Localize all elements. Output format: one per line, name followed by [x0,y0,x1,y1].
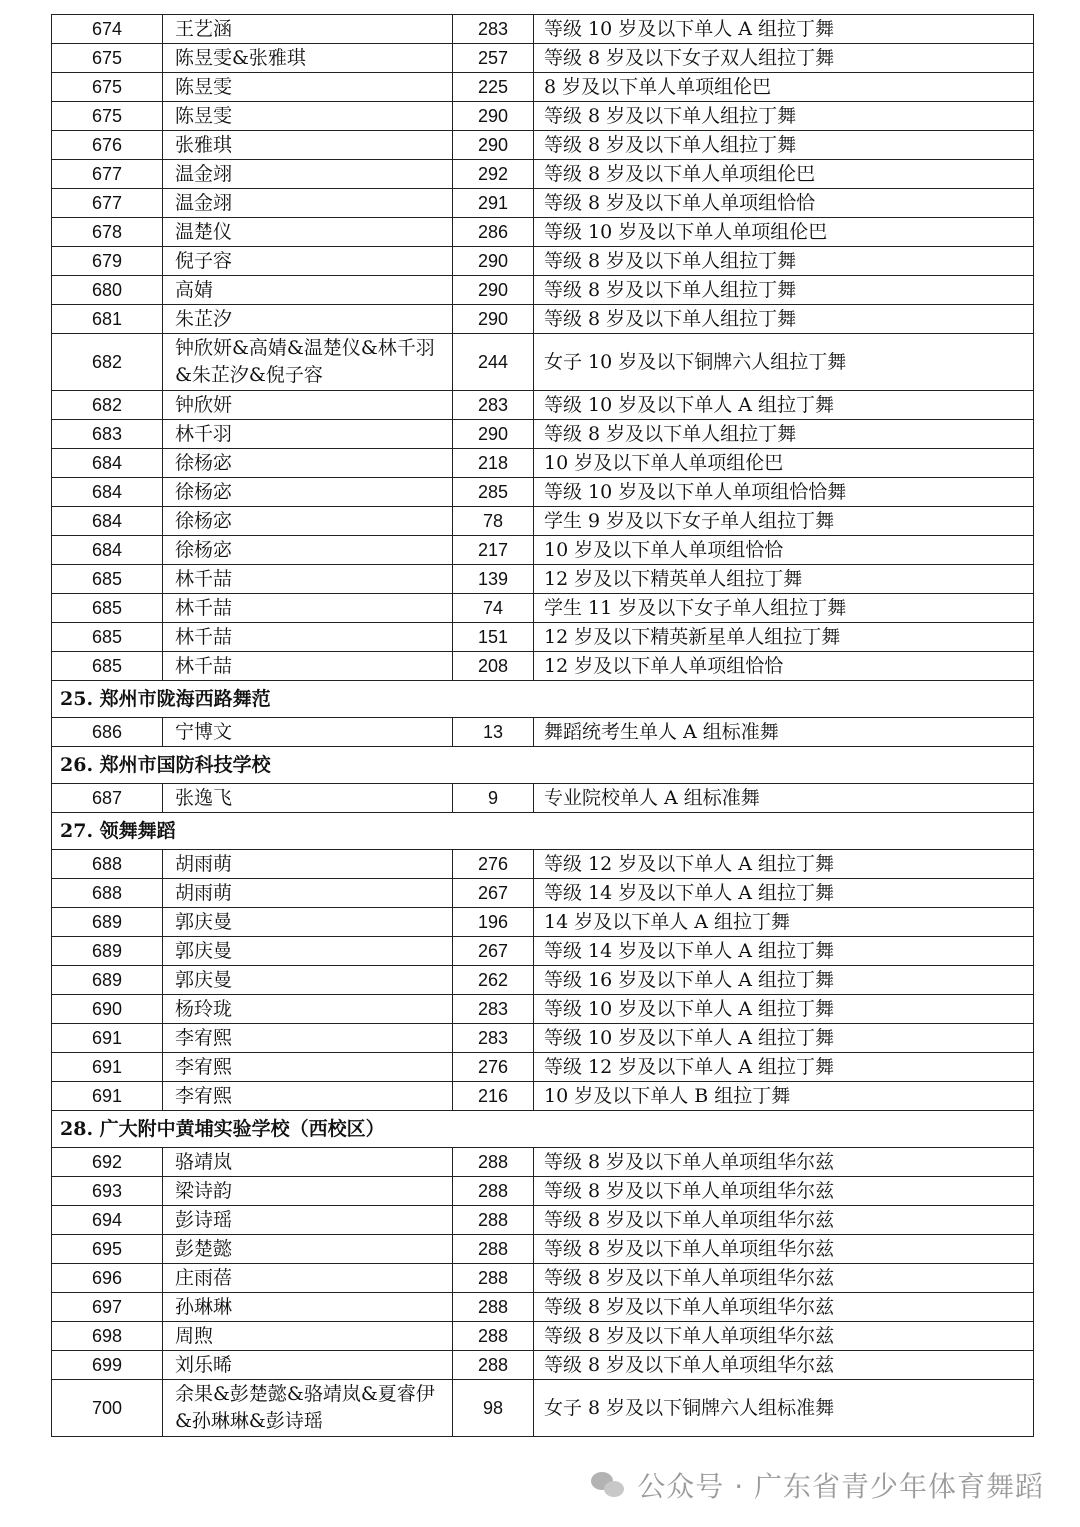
event-name: 等级 8 岁及以下女子双人组拉丁舞 [534,44,1034,73]
entry-number: 677 [52,160,163,189]
entry-number: 688 [52,850,163,879]
participant-name: 钟欣妍 [163,391,453,420]
event-name: 等级 8 岁及以下单人单项组华尔兹 [534,1235,1034,1264]
entry-number: 674 [52,15,163,44]
event-name: 等级 16 岁及以下单人 A 组拉丁舞 [534,966,1034,995]
participant-name: 陈昱雯 [163,73,453,102]
event-code: 288 [453,1293,534,1322]
event-code: 283 [453,391,534,420]
event-code: 288 [453,1148,534,1177]
table-row [52,420,1034,449]
table-row [52,131,1034,160]
table-row [52,623,1034,652]
participant-name: 温楚仪 [163,218,453,247]
event-name: 女子 8 岁及以下铜牌六人组标准舞 [534,1380,1034,1437]
participant-name: 张逸飞 [163,784,453,813]
entry-number: 695 [52,1235,163,1264]
table-row [52,1322,1034,1351]
participant-name: 倪子容 [163,247,453,276]
event-code: 291 [453,189,534,218]
participant-name: 温金翊 [163,189,453,218]
event-name: 等级 8 岁及以下单人组拉丁舞 [534,102,1034,131]
participant-name: 李宥熙 [163,1082,453,1111]
entry-number: 689 [52,908,163,937]
table-row [52,1053,1034,1082]
event-code: 290 [453,305,534,334]
event-name: 等级 8 岁及以下单人单项组华尔兹 [534,1177,1034,1206]
event-code: 276 [453,1053,534,1082]
entry-number: 675 [52,73,163,102]
participant-name: 郭庆曼 [163,966,453,995]
participant-name: 陈昱雯&张雅琪 [163,44,453,73]
event-code: 98 [453,1380,534,1437]
event-code: 283 [453,995,534,1024]
table-row [52,594,1034,623]
event-name: 等级 8 岁及以下单人组拉丁舞 [534,276,1034,305]
event-name: 等级 8 岁及以下单人单项组华尔兹 [534,1148,1034,1177]
event-name: 等级 10 岁及以下单人 A 组拉丁舞 [534,995,1034,1024]
entry-number: 692 [52,1148,163,1177]
participant-name: 温金翊 [163,160,453,189]
results-table [51,14,1034,1437]
event-name: 12 岁及以下精英新星单人组拉丁舞 [534,623,1034,652]
table-row [52,1351,1034,1380]
entry-number: 691 [52,1053,163,1082]
event-name: 等级 12 岁及以下单人 A 组拉丁舞 [534,1053,1034,1082]
event-code: 244 [453,334,534,391]
entry-number: 689 [52,966,163,995]
participant-name: 陈昱雯 [163,102,453,131]
event-name: 专业院校单人 A 组标准舞 [534,784,1034,813]
participant-name: 徐杨宓 [163,507,453,536]
table-row [52,784,1034,813]
entry-number: 700 [52,1380,163,1437]
event-code: 225 [453,73,534,102]
section-header [52,1111,1034,1148]
event-code: 283 [453,1024,534,1053]
participant-name: 孙琳琳 [163,1293,453,1322]
participant-names [163,334,453,391]
entry-number: 696 [52,1264,163,1293]
participant-name: 王艺涵 [163,15,453,44]
table-row [52,391,1034,420]
event-name: 等级 10 岁及以下单人 A 组拉丁舞 [534,15,1034,44]
entry-number: 677 [52,189,163,218]
entry-number: 691 [52,1082,163,1111]
event-code: 257 [453,44,534,73]
table-row [52,189,1034,218]
event-name: 等级 8 岁及以下单人组拉丁舞 [534,247,1034,276]
event-code: 139 [453,565,534,594]
entry-number: 684 [52,507,163,536]
participant-name: 刘乐晞 [163,1351,453,1380]
entry-number: 683 [52,420,163,449]
participant-name: 林千喆 [163,652,453,681]
event-name: 学生 11 岁及以下女子单人组拉丁舞 [534,594,1034,623]
event-name: 等级 8 岁及以下单人组拉丁舞 [534,420,1034,449]
event-name: 等级 10 岁及以下单人单项组伦巴 [534,218,1034,247]
table-row [52,73,1034,102]
event-name: 10 岁及以下单人 B 组拉丁舞 [534,1082,1034,1111]
entry-number: 685 [52,594,163,623]
participant-names-line-2: &朱芷汐&倪子容 [175,364,323,386]
entry-number: 676 [52,131,163,160]
event-code: 74 [453,594,534,623]
event-name: 等级 8 岁及以下单人单项组华尔兹 [534,1264,1034,1293]
participant-name: 林千喆 [163,565,453,594]
participant-name: 胡雨萌 [163,850,453,879]
event-name: 等级 12 岁及以下单人 A 组拉丁舞 [534,850,1034,879]
participant-name: 彭诗瑶 [163,1206,453,1235]
entry-number: 697 [52,1293,163,1322]
section-header [52,747,1034,784]
table-row [52,565,1034,594]
table-row [52,718,1034,747]
entry-number: 693 [52,1177,163,1206]
participant-name: 徐杨宓 [163,536,453,565]
table-row [52,995,1034,1024]
event-name: 等级 8 岁及以下单人组拉丁舞 [534,305,1034,334]
section-header [52,681,1034,718]
event-name: 等级 10 岁及以下单人单项组恰恰舞 [534,478,1034,507]
event-code: 288 [453,1351,534,1380]
entry-number: 681 [52,305,163,334]
event-name: 等级 8 岁及以下单人单项组华尔兹 [534,1206,1034,1235]
table-row [52,879,1034,908]
table-row [52,1082,1034,1111]
table-row [52,218,1034,247]
entry-number: 675 [52,44,163,73]
event-name: 等级 8 岁及以下单人组拉丁舞 [534,131,1034,160]
entry-number: 699 [52,1351,163,1380]
event-code: 78 [453,507,534,536]
entry-number: 684 [52,536,163,565]
entry-number: 682 [52,391,163,420]
participant-name: 郭庆曼 [163,937,453,966]
event-code: 276 [453,850,534,879]
participant-name: 李宥熙 [163,1024,453,1053]
event-code: 262 [453,966,534,995]
event-name: 等级 8 岁及以下单人单项组恰恰 [534,189,1034,218]
participant-name: 张雅琪 [163,131,453,160]
entry-number: 686 [52,718,163,747]
entry-number: 698 [52,1322,163,1351]
event-name: 等级 8 岁及以下单人单项组华尔兹 [534,1351,1034,1380]
event-name: 女子 10 岁及以下铜牌六人组拉丁舞 [534,334,1034,391]
table-row [52,334,1034,391]
table-row [52,1206,1034,1235]
entry-number: 688 [52,879,163,908]
event-code: 290 [453,102,534,131]
participant-name: 梁诗韵 [163,1177,453,1206]
table-row [52,1380,1034,1437]
table-row [52,15,1034,44]
table-row [52,247,1034,276]
table-row [52,966,1034,995]
table-row [52,850,1034,879]
table-row [52,1177,1034,1206]
event-code: 267 [453,879,534,908]
participant-name: 徐杨宓 [163,449,453,478]
participant-names [163,1380,453,1437]
entry-number: 678 [52,218,163,247]
event-name: 14 岁及以下单人 A 组拉丁舞 [534,908,1034,937]
participant-name: 林千羽 [163,420,453,449]
event-name: 12 岁及以下单人单项组恰恰 [534,652,1034,681]
entry-number: 689 [52,937,163,966]
table-row [52,1148,1034,1177]
wechat-icon [591,1470,627,1500]
event-code: 217 [453,536,534,565]
participant-name: 郭庆曼 [163,908,453,937]
participant-name: 周煦 [163,1322,453,1351]
section-title: 26. 郑州市国防科技学校 [52,747,1034,784]
event-name: 等级 8 岁及以下单人单项组伦巴 [534,160,1034,189]
event-name: 等级 10 岁及以下单人 A 组拉丁舞 [534,1024,1034,1053]
event-code: 290 [453,420,534,449]
event-code: 13 [453,718,534,747]
event-code: 9 [453,784,534,813]
participant-name: 朱芷汐 [163,305,453,334]
event-code: 285 [453,478,534,507]
participant-name: 骆靖岚 [163,1148,453,1177]
event-name: 等级 8 岁及以下单人单项组华尔兹 [534,1322,1034,1351]
table-row [52,1293,1034,1322]
participant-name: 彭楚懿 [163,1235,453,1264]
event-code: 196 [453,908,534,937]
event-code: 290 [453,131,534,160]
table-row [52,1235,1034,1264]
section-title: 27. 领舞舞蹈 [52,813,1034,850]
participant-name: 杨玲珑 [163,995,453,1024]
event-code: 286 [453,218,534,247]
entry-number: 679 [52,247,163,276]
table-row [52,305,1034,334]
table-row [52,102,1034,131]
event-code: 151 [453,623,534,652]
event-code: 283 [453,15,534,44]
event-name: 等级 14 岁及以下单人 A 组拉丁舞 [534,879,1034,908]
event-code: 288 [453,1177,534,1206]
event-name: 等级 10 岁及以下单人 A 组拉丁舞 [534,391,1034,420]
table-row [52,1024,1034,1053]
event-code: 267 [453,937,534,966]
participant-name: 李宥熙 [163,1053,453,1082]
participant-names-line-1: 余果&彭楚懿&骆靖岚&夏睿伊 [175,1383,435,1405]
watermark-text: 公众号 · 广东省青少年体育舞蹈 [637,1470,1044,1503]
entry-number: 690 [52,995,163,1024]
section-header [52,813,1034,850]
watermark [591,1465,1044,1505]
event-code: 288 [453,1264,534,1293]
event-code: 288 [453,1206,534,1235]
participant-name: 徐杨宓 [163,478,453,507]
event-code: 292 [453,160,534,189]
table-row [52,908,1034,937]
section-title: 28. 广大附中黄埔实验学校（西校区） [52,1111,1034,1148]
entry-number: 694 [52,1206,163,1235]
event-name: 学生 9 岁及以下女子单人组拉丁舞 [534,507,1034,536]
event-name: 8 岁及以下单人单项组伦巴 [534,73,1034,102]
event-name: 12 岁及以下精英单人组拉丁舞 [534,565,1034,594]
entry-number: 684 [52,449,163,478]
event-code: 290 [453,276,534,305]
entry-number: 684 [52,478,163,507]
event-name: 等级 8 岁及以下单人单项组华尔兹 [534,1293,1034,1322]
entry-number: 675 [52,102,163,131]
entry-number: 691 [52,1024,163,1053]
table-row [52,276,1034,305]
table-row [52,44,1034,73]
table-row [52,449,1034,478]
participant-name: 林千喆 [163,594,453,623]
event-code: 218 [453,449,534,478]
results-sheet [51,14,1034,1437]
table-row [52,507,1034,536]
table-row [52,160,1034,189]
table-row [52,478,1034,507]
entry-number: 680 [52,276,163,305]
event-code: 216 [453,1082,534,1111]
event-name: 10 岁及以下单人单项组恰恰 [534,536,1034,565]
participant-names-line-1: 钟欣妍&高婧&温楚仪&林千羽 [175,337,435,359]
results-table-body [52,15,1034,1437]
participant-names-line-2: &孙琳琳&彭诗瑶 [175,1410,323,1432]
participant-name: 胡雨萌 [163,879,453,908]
event-name: 等级 14 岁及以下单人 A 组拉丁舞 [534,937,1034,966]
event-code: 288 [453,1235,534,1264]
entry-number: 685 [52,565,163,594]
participant-name: 高婧 [163,276,453,305]
event-name: 10 岁及以下单人单项组伦巴 [534,449,1034,478]
event-code: 290 [453,247,534,276]
entry-number: 685 [52,652,163,681]
participant-name: 宁博文 [163,718,453,747]
entry-number: 685 [52,623,163,652]
event-code: 208 [453,652,534,681]
table-row [52,536,1034,565]
table-row [52,652,1034,681]
table-row [52,937,1034,966]
participant-name: 林千喆 [163,623,453,652]
entry-number: 687 [52,784,163,813]
event-name: 舞蹈统考生单人 A 组标准舞 [534,718,1034,747]
event-code: 288 [453,1322,534,1351]
entry-number: 682 [52,334,163,391]
table-row [52,1264,1034,1293]
section-title: 25. 郑州市陇海西路舞范 [52,681,1034,718]
participant-name: 庄雨蓓 [163,1264,453,1293]
